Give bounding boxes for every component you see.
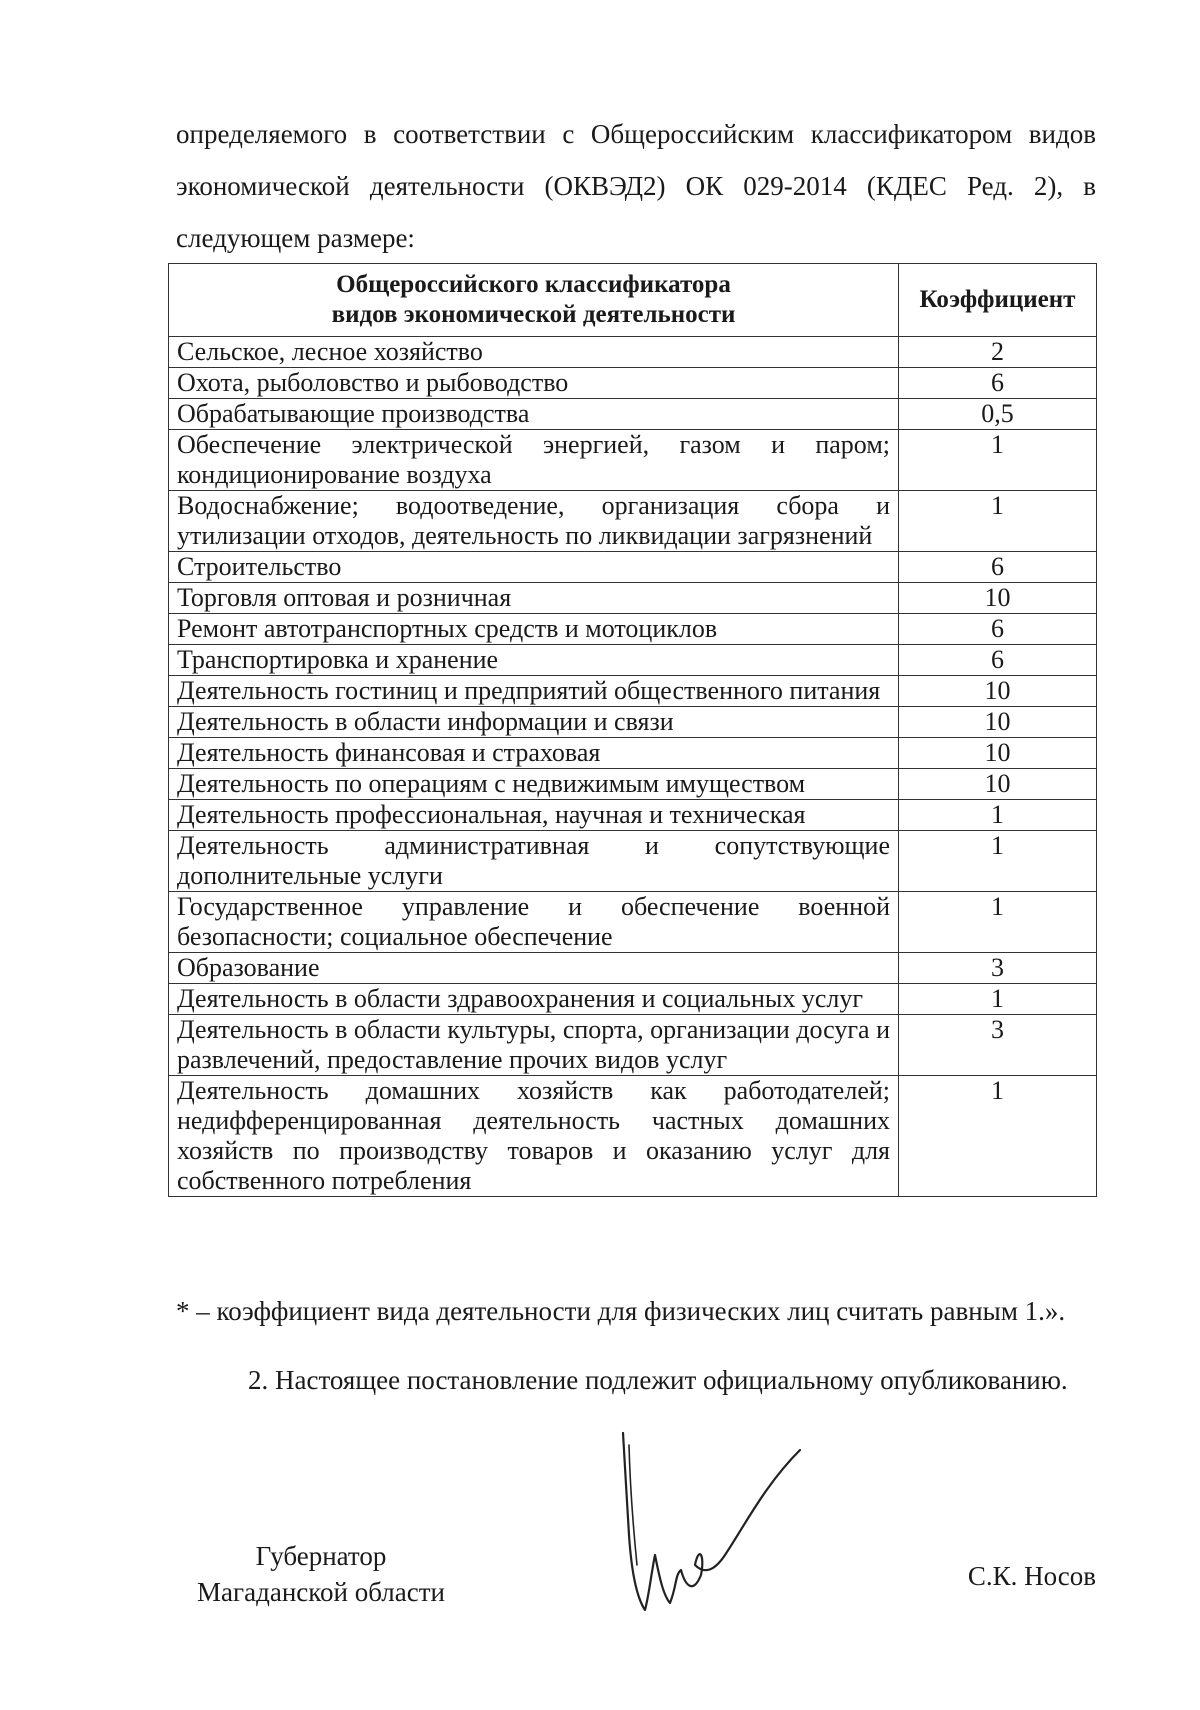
coefficient-table: [168, 263, 1097, 1197]
activity-name: Деятельность административная и сопутствующие дополнительные услуги: [169, 831, 899, 892]
coefficient-value: 1: [899, 984, 1097, 1015]
table-row: [169, 1015, 1097, 1076]
coefficient-value: 2: [899, 337, 1097, 368]
coefficient-value: 10: [899, 738, 1097, 769]
coefficient-value: 10: [899, 769, 1097, 800]
coefficient-value: 3: [899, 1015, 1097, 1076]
table-row: [169, 645, 1097, 676]
table-row: [169, 583, 1097, 614]
activity-name: Ремонт автотранспортных средств и мотоциклов: [169, 614, 899, 645]
table-row: [169, 430, 1097, 491]
signatory-title: [176, 1538, 466, 1610]
table-row: [169, 491, 1097, 552]
table-row: [169, 892, 1097, 953]
coefficient-value: 6: [899, 552, 1097, 583]
activity-name: Деятельность в области информации и связи: [169, 707, 899, 738]
activity-name: Деятельность домашних хозяйств как работодателей; недифференцированная деятельность частных домашних хозяйств по производству товаров и оказанию услуг для собственного потребления: [169, 1076, 899, 1197]
publication-paragraph: 2. Настоящее постановление подлежит официальному опубликованию.: [248, 1365, 1068, 1395]
coefficient-value: 6: [899, 645, 1097, 676]
header-classifier: [169, 264, 899, 337]
coefficient-value: 1: [899, 831, 1097, 892]
table-row: [169, 738, 1097, 769]
coefficient-value: 1: [899, 892, 1097, 953]
table-row: [169, 552, 1097, 583]
table-row: [169, 676, 1097, 707]
coefficient-value: 1: [899, 430, 1097, 491]
activity-name: Обеспечение электрической энергией, газом и паром; кондиционирование воздуха: [169, 430, 899, 491]
coefficient-value: 3: [899, 953, 1097, 984]
table-row: [169, 800, 1097, 831]
signatory-name: С.К. Носов: [967, 1561, 1096, 1591]
handwritten-signature: [615, 1425, 815, 1625]
activity-name: Деятельность финансовая и страховая: [169, 738, 899, 769]
coefficient-value: 10: [899, 583, 1097, 614]
coefficient-value: 1: [899, 1076, 1097, 1197]
signatory-title-line1: Губернатор: [255, 1541, 387, 1571]
table-row: [169, 707, 1097, 738]
header-coefficient: Коэффициент: [899, 264, 1097, 337]
activity-name: Охота, рыболовство и рыбоводство: [169, 368, 899, 399]
activity-name: Строительство: [169, 552, 899, 583]
activity-name: Транспортировка и хранение: [169, 645, 899, 676]
coefficient-value: 6: [899, 368, 1097, 399]
coefficient-value: 1: [899, 491, 1097, 552]
table-row: [169, 614, 1097, 645]
activity-name: Государственное управление и обеспечение военной безопасности; социальное обеспечение: [169, 892, 899, 953]
activity-name: Деятельность профессиональная, научная и техническая: [169, 800, 899, 831]
table-row: [169, 769, 1097, 800]
coefficient-value: 0,5: [899, 399, 1097, 430]
coefficient-value: 6: [899, 614, 1097, 645]
coefficient-table-wrapper: [168, 263, 1096, 1197]
activity-name: Образование: [169, 953, 899, 984]
coefficient-value: 1: [899, 800, 1097, 831]
activity-name: Торговля оптовая и розничная: [169, 583, 899, 614]
header-classifier-line2: видов экономической деятельности: [331, 301, 736, 328]
activity-name: Обрабатывающие производства: [169, 399, 899, 430]
table-row: [169, 984, 1097, 1015]
table-row: [169, 337, 1097, 368]
table-row: [169, 953, 1097, 984]
activity-name: Сельское, лесное хозяйство: [169, 337, 899, 368]
coefficient-value: 10: [899, 707, 1097, 738]
activity-name: Деятельность в области здравоохранения и социальных услуг: [169, 984, 899, 1015]
coefficient-value: 10: [899, 676, 1097, 707]
table-row: [169, 368, 1097, 399]
activity-name: Деятельность по операциям с недвижимым имуществом: [169, 769, 899, 800]
table-header-row: [169, 264, 1097, 337]
intro-paragraph: определяемого в соответствии с Общероссийским классификатором видов экономической деятельности (ОКВЭД2) ОК 029-2014 (КДЕС Ред. 2), в следующем размере:: [176, 119, 1096, 253]
table-row: [169, 1076, 1097, 1197]
activity-name: Водоснабжение; водоотведение, организация сбора и утилизации отходов, деятельность по ликвидации загрязнений: [169, 491, 899, 552]
footnote: * – коэффициент вида деятельности для физических лиц считать равным 1.».: [176, 1296, 1066, 1326]
signatory-title-line2: Магаданской области: [197, 1577, 445, 1607]
activity-name: Деятельность гостиниц и предприятий общественного питания: [169, 676, 899, 707]
header-classifier-line1: Общероссийского классификатора: [336, 271, 731, 298]
table-row: [169, 831, 1097, 892]
activity-name: Деятельность в области культуры, спорта, организации досуга и развлечений, предоставление прочих видов услуг: [169, 1015, 899, 1076]
table-row: [169, 399, 1097, 430]
